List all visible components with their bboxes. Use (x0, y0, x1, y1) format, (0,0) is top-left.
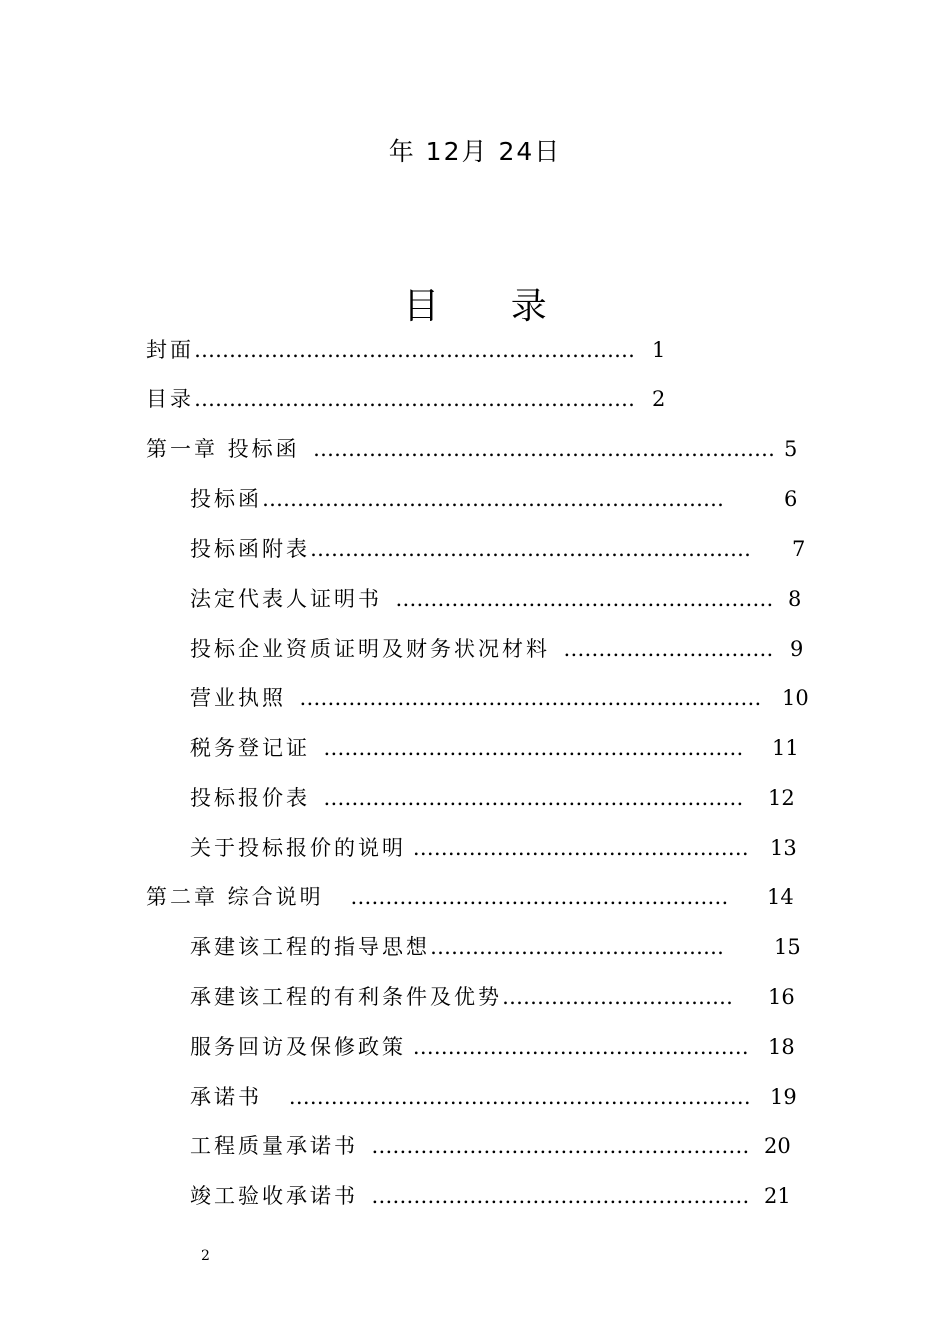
toc-entry (190, 1182, 749, 1210)
toc-leader: …………………………… (502, 985, 733, 1009)
toc-label: 营业执照 (190, 686, 286, 710)
toc-page: 2 (652, 387, 666, 411)
toc-label: 承诺书 (190, 1085, 262, 1109)
toc-label: 法定代表人证明书 (190, 587, 382, 611)
toc-leader: ……………………………………………………… (194, 338, 635, 362)
toc-label: 投标企业资质证明及财务状况材料 (190, 637, 550, 661)
toc-entry (190, 1132, 749, 1160)
date-line: 年 12月 24日 (388, 137, 562, 166)
toc-page: 15 (774, 935, 801, 959)
toc-entry (146, 336, 635, 364)
toc-leader: ………………………………………… (412, 1035, 749, 1059)
toc-entry (190, 933, 724, 961)
toc-leader: ………………………………………… (412, 836, 749, 860)
toc-page: 8 (788, 587, 802, 611)
toc-page: 9 (790, 637, 804, 661)
toc-label: 目录 (146, 387, 194, 411)
toc-leader: …………………………………………………… (323, 786, 744, 810)
toc-leader: ………………………………………………………… (288, 1085, 751, 1109)
toc-label: 税务登记证 (190, 736, 310, 760)
toc-entry (190, 734, 743, 762)
toc-leader: …………………………………………………… (323, 736, 744, 760)
toc-leader: ……………………………………………………… (310, 537, 751, 561)
toc-label: 工程质量承诺书 (190, 1134, 358, 1158)
toc-entry (190, 834, 749, 862)
toc-entry (146, 435, 775, 463)
toc-leader: ……………………………………………… (395, 587, 774, 611)
toc-label: 投标函附表 (190, 537, 310, 561)
toc-leader: ………………………… (563, 637, 774, 661)
toc-leader: ……………………………………………… (371, 1134, 750, 1158)
toc-entry (190, 1033, 749, 1061)
toc-page: 6 (784, 487, 798, 511)
toc-page: 20 (764, 1134, 791, 1158)
toc-leader: ……………………………………………………… (194, 387, 635, 411)
toc-label: 第一章 投标函 (146, 437, 300, 461)
toc-page: 1 (652, 338, 666, 362)
toc-label: 竣工验收承诺书 (190, 1184, 358, 1208)
toc-title: 目 录 (403, 286, 577, 327)
toc-entry (190, 1083, 751, 1111)
toc-page: 12 (768, 786, 795, 810)
toc-entry (190, 983, 733, 1011)
toc-page: 19 (770, 1085, 797, 1109)
toc-label: 关于投标报价的说明 (190, 836, 406, 860)
toc-entry (146, 883, 728, 911)
toc-entry (190, 535, 751, 563)
toc-page: 7 (792, 537, 806, 561)
toc-page: 14 (767, 885, 794, 909)
toc-leader: ………………………………………………………… (262, 487, 724, 511)
toc-label: 投标报价表 (190, 786, 310, 810)
toc-page: 13 (770, 836, 797, 860)
toc-label: 第二章 综合说明 (146, 885, 324, 909)
toc-leader: ………………………………………………………… (299, 686, 762, 710)
toc-page: 16 (768, 985, 795, 1009)
toc-label: 服务回访及保修政策 (190, 1035, 406, 1059)
toc-label: 封面 (146, 338, 194, 362)
toc-page: 18 (768, 1035, 795, 1059)
toc-leader: …………………………………… (430, 935, 724, 959)
toc-page: 10 (782, 686, 809, 710)
toc-label: 承建该工程的指导思想 (190, 935, 430, 959)
toc-entry (190, 635, 773, 663)
toc-page: 5 (784, 437, 798, 461)
toc-page: 11 (772, 736, 799, 760)
toc-leader: ………………………………………………………… (313, 437, 776, 461)
toc-entry (190, 485, 724, 513)
toc-page: 21 (764, 1184, 791, 1208)
toc-leader: ……………………………………………… (371, 1184, 750, 1208)
toc-entry (190, 684, 761, 712)
toc-label: 承建该工程的有利条件及优势 (190, 985, 502, 1009)
toc-label: 投标函 (190, 487, 262, 511)
toc-entry (190, 585, 773, 613)
toc-leader: ……………………………………………… (350, 885, 729, 909)
toc-entry (190, 784, 743, 812)
toc-entry (146, 385, 635, 413)
page-number: 2 (201, 1248, 210, 1264)
